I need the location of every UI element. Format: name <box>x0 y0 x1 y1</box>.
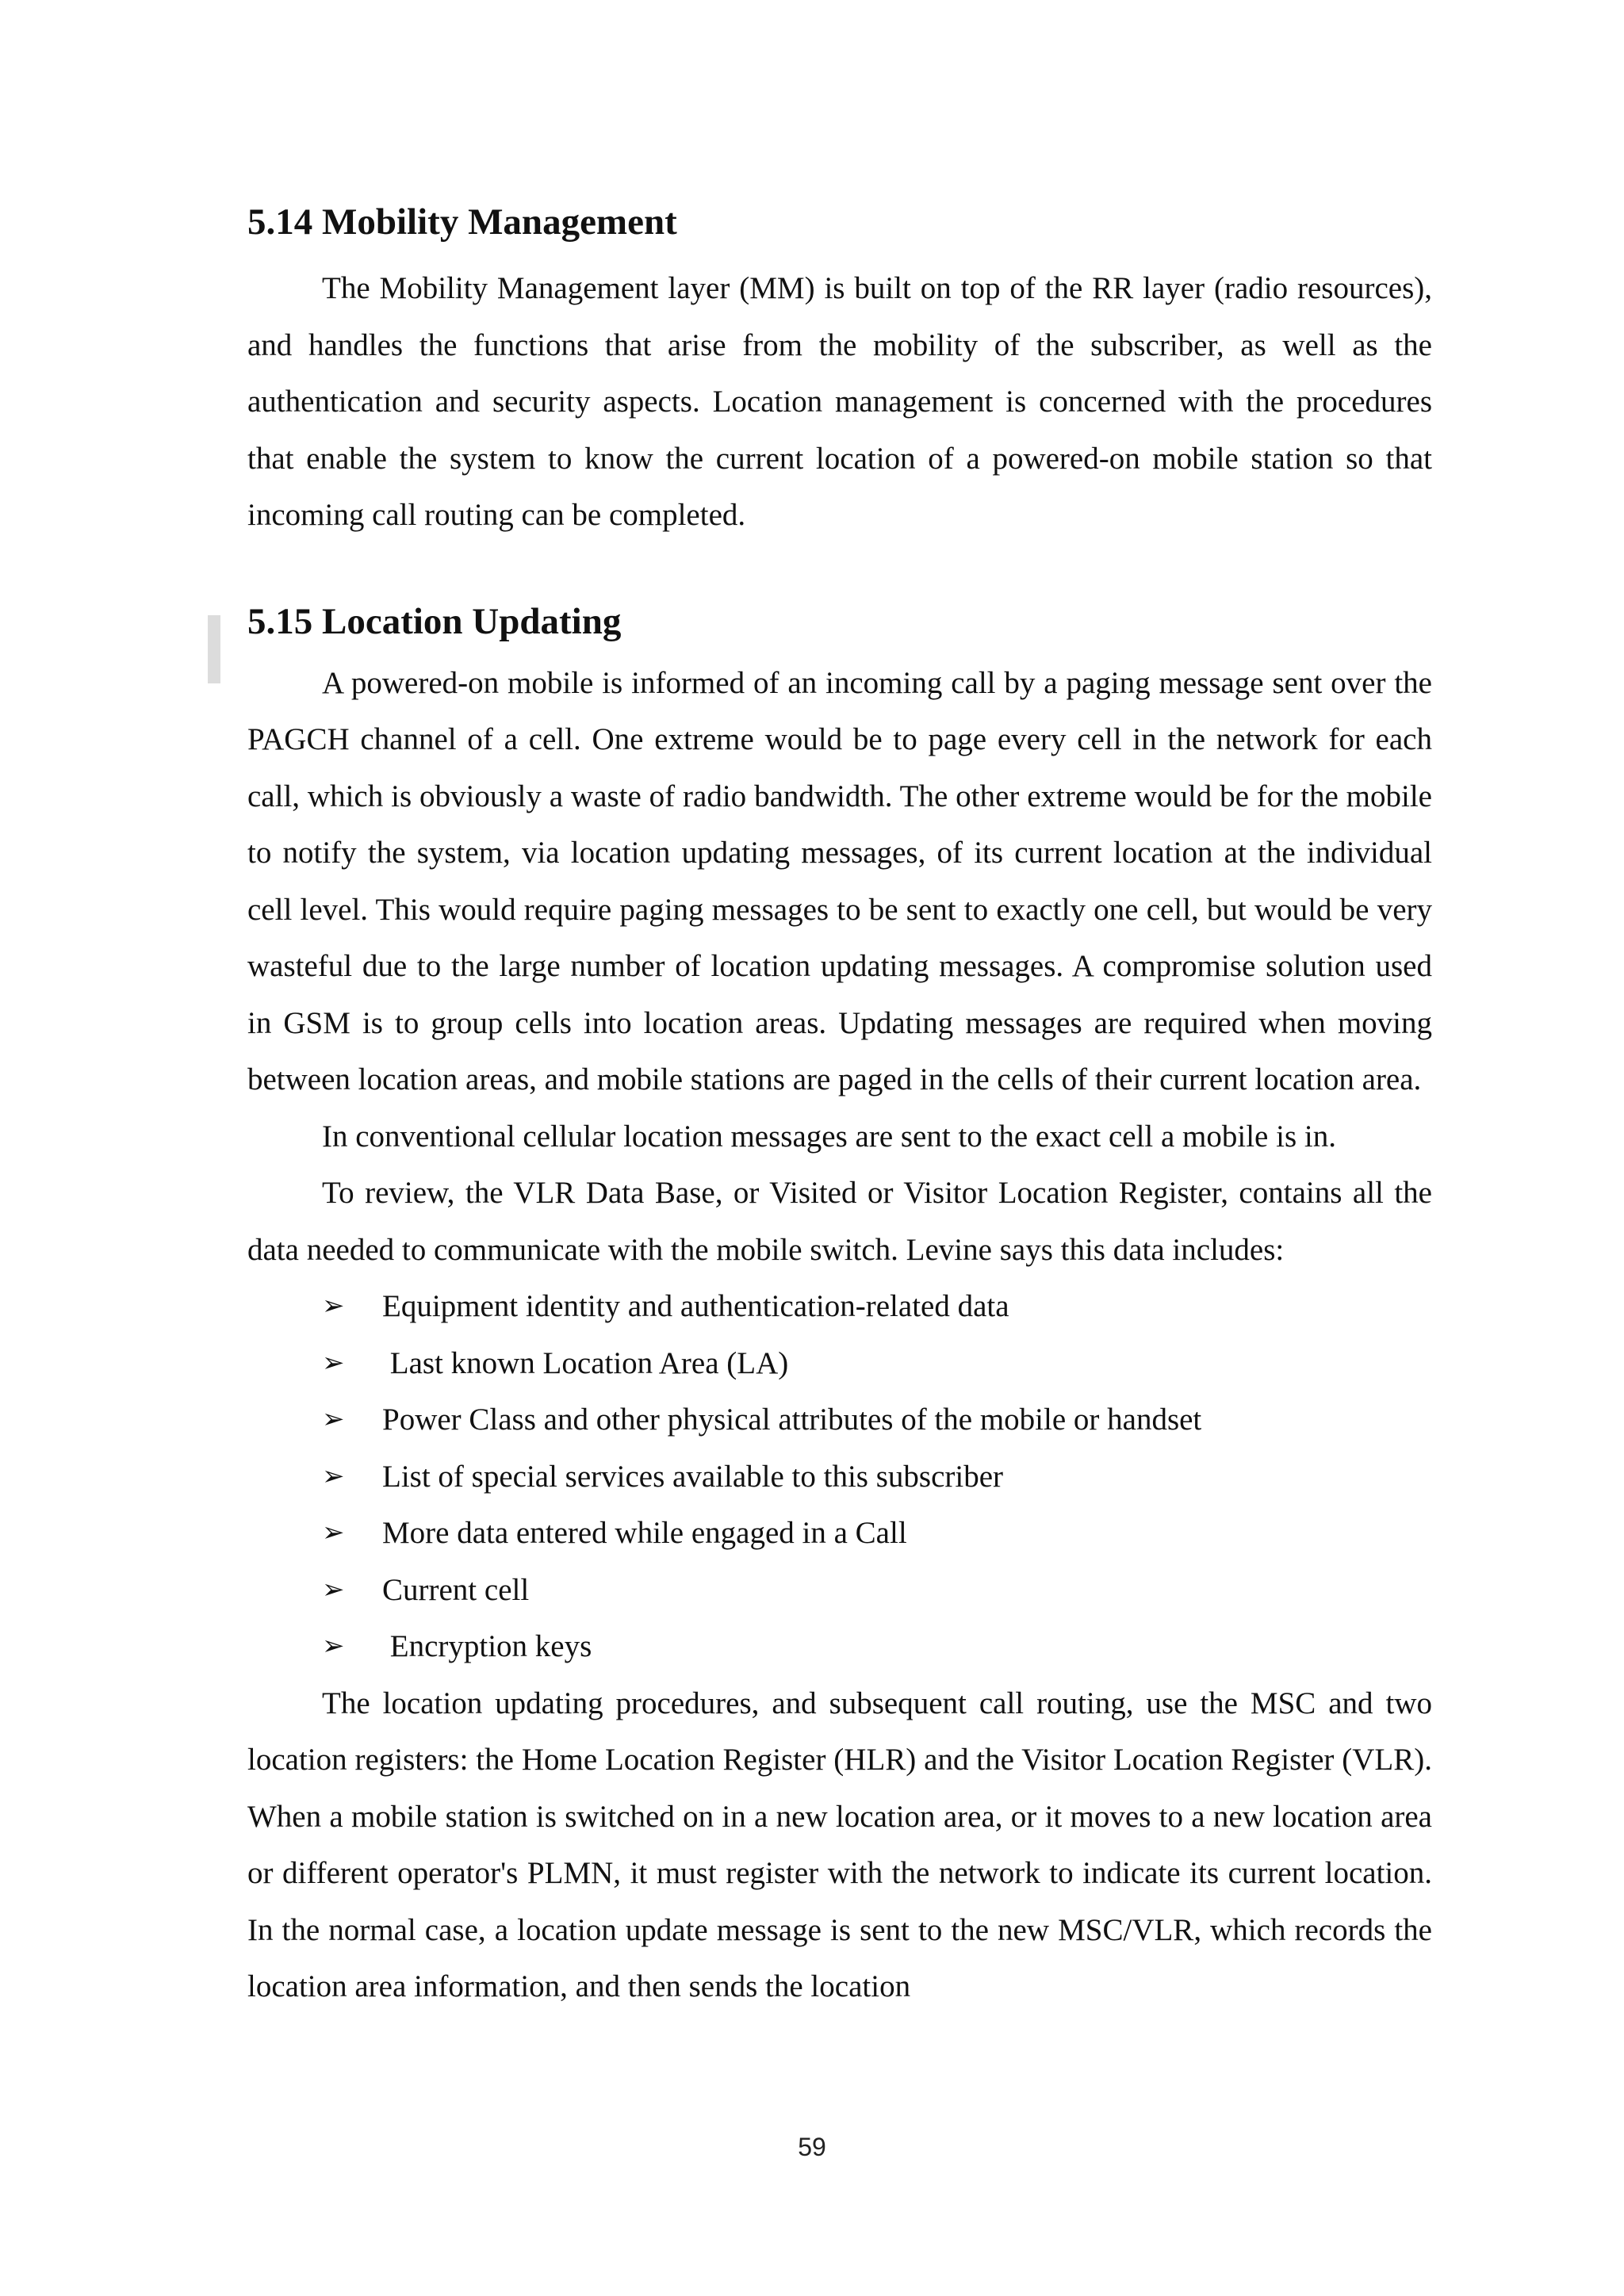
arrow-bullet-icon: ➢ <box>322 1517 345 1548</box>
list-item <box>247 1278 1432 1335</box>
list-item <box>247 1505 1432 1562</box>
list-item-text: Equipment identity and authentication-related data <box>382 1289 1009 1323</box>
section-5-14-heading: 5.14 Mobility Management <box>247 201 677 243</box>
list-item <box>247 1618 1432 1675</box>
list-item-text: More data entered while engaged in a Call <box>382 1516 907 1550</box>
list-item <box>247 1335 1432 1392</box>
page-content <box>247 197 1432 2015</box>
arrow-bullet-icon: ➢ <box>322 1346 345 1379</box>
list-item <box>247 1391 1432 1448</box>
arrow-bullet-icon: ➢ <box>322 1460 345 1492</box>
list-item-text: Current cell <box>382 1572 530 1607</box>
arrow-bullet-icon: ➢ <box>322 1630 345 1662</box>
revision-change-bar <box>208 615 220 683</box>
arrow-bullet-icon: ➢ <box>322 1403 345 1435</box>
section-5-15-paragraph-2: In conventional cellular location messages are sent to the exact cell a mobile is in. <box>322 1119 1336 1154</box>
section-5-15-paragraph-4: The location updating procedures, and subsequent call routing, use the MSC and two location registers: the Home Location Register (HLR) and the Visitor Location Register (VLR). When a mobile station is switched on in a new location area, or it moves to a new location area or different operator's PLMN, it must register with the network to indicate its current location. In the normal case, a location update message is sent to the new MSC/VLR, which records the location area information, and then sends the location <box>247 1686 1432 2003</box>
section-5-15-paragraph-3: To review, the VLR Data Base, or Visited or Visitor Location Register, contains all the data needed to communicate with the mobile switch. Levine says this data includes: <box>247 1176 1432 1267</box>
list-item-text: List of special services available to this subscriber <box>382 1459 1004 1494</box>
list-item-text: Last known Location Area (LA) <box>382 1345 789 1380</box>
section-5-15-paragraph-1: A powered-on mobile is informed of an incoming call by a paging message sent over the PAGCH channel of a cell. One extreme would be to page every cell in the network for each call, which is obviously a waste of radio bandwidth. The other extreme would be for the mobile to notify the system, via location updating messages, of its current location at the individual cell level. This would require paging messages to be sent to exactly one cell, but would be very wasteful due to the large number of location updating messages. A compromise solution used in GSM is to group cells into location areas. Updating messages are required when moving between location areas, and mobile stations are paged in the cells of their current location area. <box>247 665 1432 1096</box>
arrow-bullet-icon: ➢ <box>322 1573 345 1605</box>
list-item <box>247 1448 1432 1506</box>
section-5-14-paragraph: The Mobility Management layer (MM) is built on top of the RR layer (radio resources), and handles the functions that arise from the mobility of the subscriber, as well as the authentication and security aspects. Location management is concerned with the procedures that enable the system to know the current location of a powered-on mobile station so that incoming call routing can be completed. <box>247 271 1432 532</box>
list-item-text: Encryption keys <box>382 1629 592 1663</box>
list-item-text: Power Class and other physical attributes of the mobile or handset <box>382 1402 1202 1437</box>
vlr-data-list <box>247 1278 1432 1675</box>
list-item <box>247 1562 1432 1619</box>
section-5-15-heading: 5.15 Location Updating <box>247 600 622 642</box>
page-number: 59 <box>798 2133 826 2161</box>
arrow-bullet-icon: ➢ <box>322 1290 345 1322</box>
